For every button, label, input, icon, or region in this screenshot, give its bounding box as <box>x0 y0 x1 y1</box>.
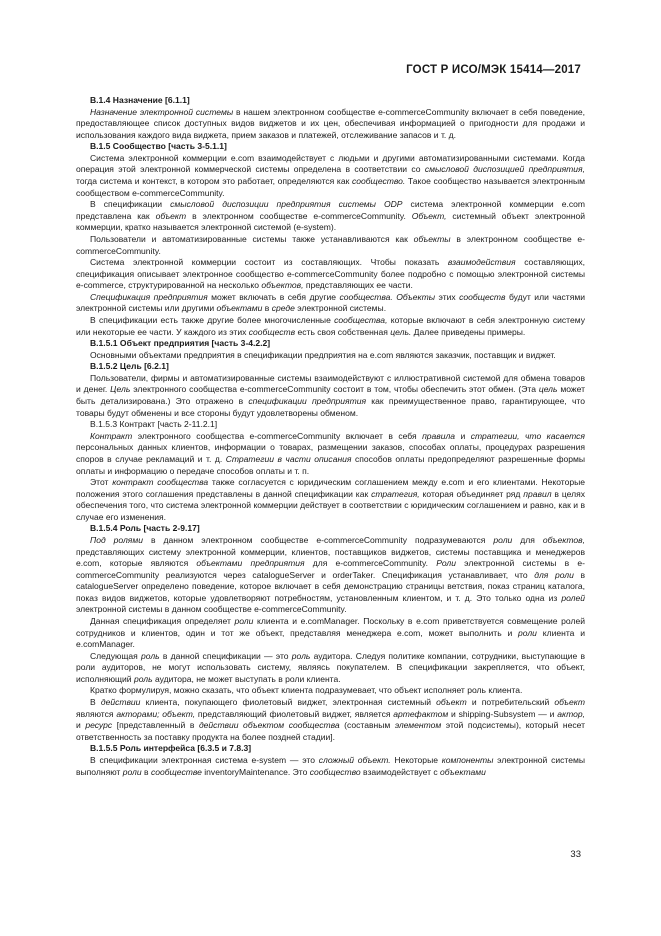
italic-term: роли <box>234 616 254 627</box>
italic-term: сообществе <box>150 766 202 777</box>
text-run: может быть детализирована.) Это отражено в <box>76 384 585 407</box>
italic-term: Роли <box>436 558 456 569</box>
paragraph <box>76 350 585 362</box>
text-run: этой подсистемы), который несет ответственность за поставку продукта на более поздней стадии]. <box>76 720 586 742</box>
text-run: В <box>90 697 101 708</box>
text-run: персональных данных клиентов, информации о товарах, размещении заказов, способах оплаты, процедурах разрешения споров в случае рекламаций и т. д. <box>76 442 585 464</box>
italic-term: объектами предприятия <box>196 558 305 569</box>
italic-term: контракт сообщества <box>112 477 209 488</box>
text-run: в целях обеспечения того, что система электронной коммерции действует в соответствии с юридическим соглашением и равно, как и в случае его изменения. <box>76 488 585 522</box>
italic-term: объектов, <box>261 280 304 291</box>
section-heading-b-1-5-3 <box>76 419 585 431</box>
paragraph <box>76 373 585 419</box>
italic-term: действии объектом сообщества <box>198 720 340 731</box>
italic-term: роль <box>291 650 311 661</box>
paragraph <box>76 153 585 199</box>
italic-term: элементом <box>394 720 442 731</box>
italic-term: цель. <box>390 326 412 337</box>
italic-term: цель <box>538 384 558 395</box>
paragraph <box>76 257 585 292</box>
italic-term: ролей <box>561 592 585 603</box>
text-run: в электронном сообществе e-commerceCommunity. <box>76 233 585 256</box>
text-run: и shipping-Subsystem — и <box>448 708 558 719</box>
text-run: составляющих, спецификация описывает электронное сообщество e-commerceCommunity более подробно с помощью электронной системы e-commerce, структурированной на несколько <box>76 257 585 291</box>
italic-term: спецификации предприятия <box>248 396 367 407</box>
text-run: которая объединяет ряд <box>419 488 524 499</box>
italic-term: взаимодействия <box>447 257 516 268</box>
italic-term: сообщества, <box>334 314 388 325</box>
text-run: для <box>512 534 543 545</box>
text-run: Основными объектами предприятия в спецификации предприятия на e.com являются заказчик, поставщик и виджет. <box>90 349 556 360</box>
italic-term: стратегии, <box>470 430 520 441</box>
text-run: в catalogueServer определено поведение, которое включает в себя демонстрацию страницы ветствия, показ страниц каталога, показ видов виджетов, которые удовлетворяют потребностям, установленным клиентом, и т. д. Это только одна из <box>76 569 585 603</box>
paragraph <box>76 431 585 477</box>
text-run: в нашем электронном сообществе e-commerceCommunity включает в себя поведение, предоставляющее список доступных видов виджетов и их цен, обеспечивая информацией о пригодности для продажи и использования каждого вида виджета, прием заказов и платежей, отслеживание запасов и т. д. <box>76 106 586 140</box>
text-run: Далее приведены примеры. <box>411 326 526 337</box>
text-run: аудитора, не может выступать в роли клиента. <box>152 673 341 684</box>
paragraph <box>76 107 585 142</box>
italic-term: для роли <box>534 569 574 580</box>
paragraph <box>76 292 585 315</box>
italic-term: сообщества. Объекты <box>339 291 436 302</box>
text-run: электронной системы в e-commerceCommunity реализуются через catalogueServer и orderTaker. Спецификация устанавливает, что <box>76 558 585 580</box>
section-heading-b-1-5-5 <box>76 743 585 755</box>
italic-term: сообществ <box>248 326 296 337</box>
text-run: может включать в себя другие <box>207 291 340 302</box>
text-run: inventoryMaintenance. Это <box>201 766 310 777</box>
text-run: Данная спецификация определяет <box>90 616 235 627</box>
text-run: В спецификации электронная система e-system — это <box>90 754 319 765</box>
section-heading-b-1-5 <box>76 141 585 153</box>
text-run: клиента, покупающего фиолетовый виджет, электронная системный <box>140 697 437 708</box>
text-run: B.1.4 Назначение [6.1.1] <box>90 95 190 105</box>
paragraph <box>76 755 585 778</box>
paragraph <box>76 685 585 697</box>
text-run: электронного сообщества e-commerceCommunity состоит в том, чтобы обеспечить этот обмен. (Эта <box>130 384 539 395</box>
italic-term: Цель <box>110 384 131 395</box>
paragraph <box>76 616 585 651</box>
italic-term: Объект, <box>411 210 447 221</box>
paragraph <box>76 315 585 338</box>
text-run: B.1.5.1 Объект предприятия [часть 3-4.2.2] <box>90 338 271 349</box>
text-run: клиента и e.comManager. <box>76 627 585 650</box>
text-run: электронной системы. <box>294 303 387 314</box>
italic-term: объектами <box>216 303 263 314</box>
text-run: взаимодействует с <box>360 766 441 777</box>
text-run: в данной спецификации — это <box>159 650 292 661</box>
text-run: также согласуется с юридическим соглашением между e.com и его клиентами. Некоторые положения этого соглашения представлены в данной спецификации как <box>76 477 585 499</box>
text-run: в <box>141 766 151 777</box>
text-run: электронной системы в данном сообществе e-commerceCommunity. <box>76 604 347 615</box>
text-run: Пользователи, фирмы и автоматизированные системы взаимодействуют с иллюстративной системой для обмена товаров и денег. <box>76 372 585 395</box>
italic-term: роли <box>518 627 537 638</box>
text-run: [представленный в <box>112 720 199 731</box>
text-run: B.1.5 Сообщество [часть 3-5.1.1] <box>90 141 227 152</box>
italic-term: правила <box>422 430 456 441</box>
text-run: в <box>262 303 272 314</box>
italic-term: правил <box>523 488 552 499</box>
italic-term: объект <box>554 697 585 708</box>
italic-term: Под ролями <box>90 534 143 545</box>
paragraph <box>76 199 585 234</box>
text-run: B.1.5.4 Роль [часть 2-9.17] <box>90 523 200 534</box>
text-run: B.1.5.5 Роль интерфейса [6.3.5 и 7.8.3] <box>90 743 252 754</box>
text-run: представляющих ее части. <box>303 280 413 291</box>
section-heading-b-1-5-1 <box>76 338 585 350</box>
text-run: являются <box>76 708 117 719</box>
italic-term: Спецификация предприятия <box>90 291 208 302</box>
text-run: клиента и e.comManager. Поскольку в e.com приветствуется совмещение ролей сотрудников и клиентов, один и тот же объект, представляя менеджера e.com, может выполнить и <box>76 616 585 638</box>
text-run: Пользователи и автоматизированные системы также устанавливаются как <box>90 233 414 244</box>
text-run: Следующая <box>90 650 142 661</box>
italic-term: сообщество. <box>351 176 406 187</box>
italic-term: Контракт <box>90 430 133 441</box>
text-run: В спецификации <box>90 199 171 210</box>
italic-term: среде <box>271 303 295 314</box>
text-run: тогда система и контекст, в котором это работает, определяются как <box>76 176 352 187</box>
paragraph <box>76 651 585 686</box>
text-run: есть своя собственная <box>295 326 391 337</box>
text-run: Некоторые <box>390 754 442 765</box>
paragraph <box>76 535 585 616</box>
text-run: электронной системы выполняют <box>76 754 585 777</box>
italic-term: актор, <box>557 708 585 719</box>
italic-term: Назначение электронной системы <box>90 106 234 117</box>
text-run: для e-commerceCommunity. <box>304 558 437 569</box>
text-run: Такое сообщество называется электронным сообществом e-commerceCommunity. <box>76 176 585 198</box>
document-body <box>76 95 585 778</box>
text-run: Этот <box>90 477 113 488</box>
text-run: (составным <box>339 720 395 731</box>
text-run: этих <box>435 291 460 302</box>
italic-term: артефактом <box>393 708 449 719</box>
italic-term: смысловой диспозицией предприятия, <box>424 164 585 175</box>
italic-term: что касается <box>525 430 585 441</box>
italic-term: роль <box>133 673 153 684</box>
italic-term: Стратегии в части описания <box>225 453 352 464</box>
italic-term: компоненты <box>441 754 494 765</box>
text-run: аудитора. Следуя политике компании, сотрудники, выступающие в роли аудиторов, не могут использовать систему, являясь покупателем. В спецификации закрепляется, что объект, исполняющий <box>76 650 586 684</box>
text-run: Кратко формулируя, можно сказать, что объект клиента подразумевает, что объект исполняет роль клиента. <box>90 685 523 696</box>
page-number: 33 <box>570 849 581 860</box>
italic-term: объекты <box>413 233 451 244</box>
text-run: в электронном сообществе e-commerceCommunity. <box>186 210 412 221</box>
italic-term: сообществ <box>459 291 506 302</box>
paragraph <box>76 234 585 257</box>
section-heading-b-1-5-2 <box>76 361 585 373</box>
paragraph <box>76 697 585 743</box>
text-run: электронного сообщества e-commerceCommunity включает в себя <box>132 430 423 441</box>
text-run: будут или частями электронной системы или другими <box>76 291 585 314</box>
italic-term: смысловой диспозиции предприятия системы ODP <box>170 199 403 210</box>
italic-term: сообщество <box>309 766 361 777</box>
text-run: и <box>76 720 86 731</box>
italic-term: роль <box>141 650 160 661</box>
text-run: В спецификации есть также другие более многочисленные <box>90 314 335 325</box>
text-run: как преимущественное право, гарантирующее, что товары будут обменены и все стороны будут удовлетворены обменом. <box>76 396 586 418</box>
italic-term: действии <box>100 697 141 708</box>
text-run: система электронной коммерции e.com представлена как <box>76 199 585 221</box>
italic-term: объект <box>155 210 187 221</box>
section-heading-b-1-4 <box>76 95 585 107</box>
italic-term: акторами; объект, <box>116 708 196 719</box>
text-run: и потребительский <box>466 697 555 708</box>
text-run: которые включают в себя электронную систему или некоторые ее части. У каждого из этих <box>76 314 585 337</box>
italic-term: роли <box>122 766 142 777</box>
italic-term: сложный объект. <box>318 754 391 765</box>
text-run: в данном электронном сообществе e-commerceCommunity подразумеваются <box>142 534 494 545</box>
paragraph <box>76 477 585 523</box>
text-run: системный объект электронной коммерции, кратко называется электронной системой (e-system). <box>76 210 585 233</box>
italic-term: объектов, <box>542 534 585 545</box>
text-run: представляющий фиолетовый виджет, является <box>195 708 394 719</box>
text-run: Система электронной коммерции состоит из составляющих. Чтобы показать <box>90 257 448 268</box>
italic-term: объект <box>436 697 467 708</box>
italic-term: роли <box>493 534 513 545</box>
text-run: B.1.5.3 Контракт [часть 2-11.2.1] <box>90 419 218 430</box>
text-run: представляющих систему электронной коммерции, клиентов, поставщиков виджетов, системы поставщика и менеджеров e.com, которые являются <box>76 546 585 569</box>
document-header: ГОСТ Р ИСО/МЭК 15414—2017 <box>406 64 581 76</box>
italic-term: объектами <box>440 766 486 777</box>
text-run: B.1.5.2 Цель [6.2.1] <box>90 361 169 372</box>
italic-term: ресурс <box>85 720 113 731</box>
text-run: способов оплаты предопределяют разрешенные формы оплаты и информацию о передаче способов оплаты и т. п. <box>76 453 586 476</box>
text-run: и <box>455 430 471 441</box>
italic-term: стратегия, <box>371 488 420 499</box>
section-heading-b-1-5-4 <box>76 523 585 535</box>
text-run: Система электронной коммерции e.com взаимодействует с людьми и другими автоматизированными системами. Когда операция этой электронной коммерческой системы определена в соответствии со <box>76 152 585 175</box>
